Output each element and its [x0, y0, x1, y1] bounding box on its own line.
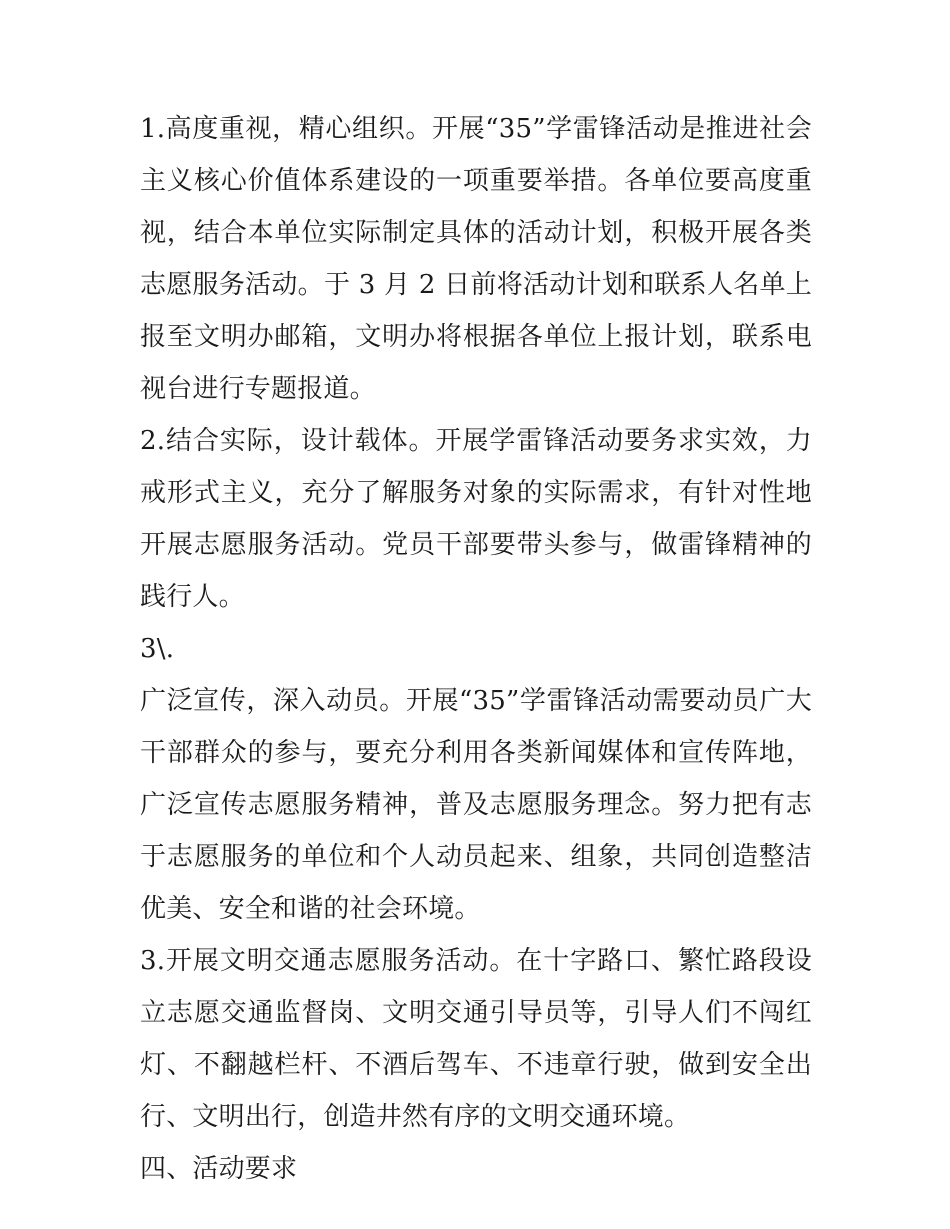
paragraph-traffic: 3.开展文明交通志愿服务活动。在十字路口、繁忙路段设立志愿交通监督岗、文明交通引导员等，引导人们不闯红灯、不翻越栏杆、不酒后驾车、不违章行驶，做到安全出行、文明出行，创造井然有序的文明交通环境。 [140, 946, 812, 1132]
paragraph-publicity: 广泛宣传，深入动员。开展“35”学雷锋活动需要动员广大干部群众的参与，要充分利用各类新闻媒体和宣传阵地，广泛宣传志愿服务精神，普及志愿服务理念。努力把有志于志愿服务的单位和个人动员起来、组象，共同创造整洁优美、安全和谐的社会环境。 [140, 686, 812, 924]
paragraph-practical: 2.结合实际，设计载体。开展学雷锋活动要务求实效，力戒形式主义，充分了解服务对象的实际需求，有针对性地开展志愿服务活动。党员干部要带头参与，做雷锋精神的践行人。 [140, 426, 812, 612]
section-heading-requirements: 四、活动要求 [140, 1154, 298, 1184]
paragraph-number-marker: 3\. [140, 634, 175, 664]
document-body [140, 103, 812, 1195]
paragraph-organize: 1.高度重视，精心组织。开展“35”学雷锋活动是推进社会主义核心价值体系建设的一项重要举措。各单位要高度重视，结合本单位实际制定具体的活动计划，积极开展各类志愿服务活动。于 3 月 2 日前将活动计划和联系人名单上报至文明办邮箱，文明办将根据各单位上报计划，联系电视台进行专题报道。 [140, 114, 812, 404]
